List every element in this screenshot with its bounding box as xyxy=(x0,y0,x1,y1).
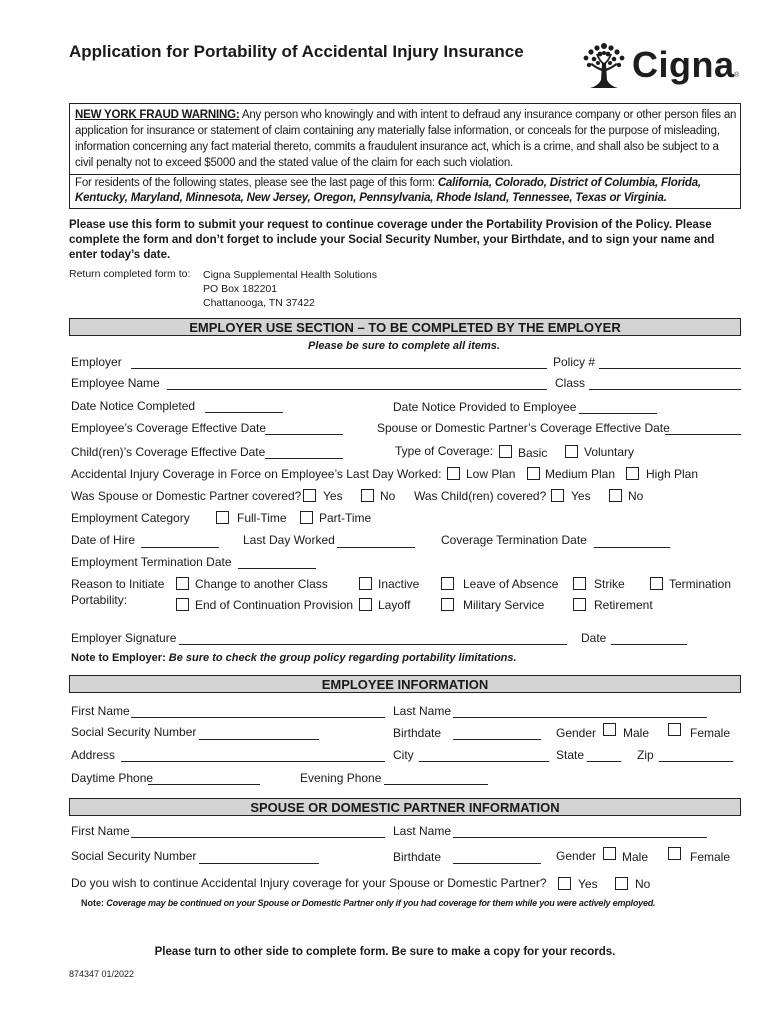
employee-state-input[interactable] xyxy=(587,761,621,762)
evening-phone-input[interactable] xyxy=(384,784,488,785)
fraud-warning-body: Any person who knowingly and with intent to defraud any insurance company or other person files an application for insurance or statement of claim containing any materially false information, or conceals for the purpose of misleading, information concerning any fact material thereto, commits a fraudulent insurance act, which is a crime, and shall also be subject to a civil penalty not to exceed $5000 and the stated value of the claim for each such violation. xyxy=(75,109,737,169)
employee-birthdate-input[interactable] xyxy=(453,739,541,740)
medium-plan-checkbox[interactable] xyxy=(527,467,540,480)
return-label: Return completed form to: xyxy=(69,268,191,280)
employee-ssn-label: Social Security Number xyxy=(71,725,197,739)
date-of-hire-input[interactable] xyxy=(141,547,219,548)
daytime-phone-label: Daytime Phone xyxy=(71,771,154,785)
employer-date-label: Date xyxy=(581,631,607,645)
page-title: Application for Portability of Accidental Injury Insurance xyxy=(69,42,524,61)
voluntary-checkbox[interactable] xyxy=(565,445,578,458)
date-notice-completed-label: Date Notice Completed xyxy=(71,399,196,413)
low-plan-label: Low Plan xyxy=(466,467,516,481)
layoff-label: Layoff xyxy=(378,598,411,612)
spouse-gender-label: Gender xyxy=(556,849,597,863)
employee-address-input[interactable] xyxy=(121,761,385,762)
states-list: California, Colorado, District of Columbia, Florida, Kentucky, Maryland, Minnesota, New Jersey, Oregon, Pennsylvania, Rhode Island, Tennessee, Texas or Virginia. xyxy=(75,177,701,204)
part-time-checkbox[interactable] xyxy=(300,511,313,524)
spouse-section-header: SPOUSE OR DOMESTIC PARTNER INFORMATION xyxy=(69,798,741,816)
spouse-note-label: Note: xyxy=(81,898,104,908)
retirement-checkbox[interactable] xyxy=(573,598,586,611)
basic-label: Basic xyxy=(518,446,548,460)
strike-label: Strike xyxy=(594,577,625,591)
medium-plan-label: Medium Plan xyxy=(545,467,616,481)
employer-date-input[interactable] xyxy=(611,644,687,645)
employer-section-header: EMPLOYER USE SECTION – TO BE COMPLETED BY THE EMPLOYER xyxy=(69,318,741,336)
change-class-checkbox[interactable] xyxy=(176,577,189,590)
employee-female-label: Female xyxy=(690,726,731,740)
form-instructions: Please use this form to submit your request to continue coverage under the Portability Provision of the Policy. Please complete the form and don’t forget to include your Social Security Number, your Birthdate, and to sign your name and enter today’s date. xyxy=(69,219,715,261)
return-address xyxy=(203,268,377,310)
spouse-last-name-input[interactable] xyxy=(453,837,707,838)
employee-address-label: Address xyxy=(71,748,116,762)
employee-gender-label: Gender xyxy=(556,726,597,740)
low-plan-checkbox[interactable] xyxy=(447,467,460,480)
spouse-birthdate-input[interactable] xyxy=(453,863,541,864)
date-notice-provided-input[interactable] xyxy=(579,413,657,414)
employee-birthdate-label: Birthdate xyxy=(393,726,442,740)
employee-city-label: City xyxy=(393,748,414,762)
layoff-checkbox[interactable] xyxy=(359,598,372,611)
spouse-first-name-input[interactable] xyxy=(131,837,385,838)
ai-coverage-label: Accidental Injury Coverage in Force on Employee’s Last Day Worked: xyxy=(71,467,442,481)
inactive-checkbox[interactable] xyxy=(359,577,372,590)
coverage-termination-date-label: Coverage Termination Date xyxy=(441,533,587,547)
end-continuation-label: End of Continuation Provision xyxy=(195,598,354,612)
strike-checkbox[interactable] xyxy=(573,577,586,590)
date-of-hire-label: Date of Hire xyxy=(71,533,136,547)
child-coverage-eff-label: Child(ren)’s Coverage Effective Date xyxy=(71,445,266,459)
employee-city-input[interactable] xyxy=(419,761,549,762)
date-notice-completed-input[interactable] xyxy=(205,412,283,413)
spouse-note xyxy=(81,898,655,908)
return-address-line: Cigna Supplemental Health Solutions xyxy=(203,269,377,281)
military-service-checkbox[interactable] xyxy=(441,598,454,611)
employer-label: Employer xyxy=(71,355,122,369)
children-covered-label: Was Child(ren) covered? xyxy=(414,489,547,503)
inactive-label: Inactive xyxy=(378,577,420,591)
spouse-male-checkbox[interactable] xyxy=(603,847,616,860)
military-service-label: Military Service xyxy=(463,598,545,612)
leave-of-absence-checkbox[interactable] xyxy=(441,577,454,590)
voluntary-label: Voluntary xyxy=(584,445,635,459)
spouse-ssn-label: Social Security Number xyxy=(71,849,197,863)
spouse-note-text: Coverage may be continued on your Spouse or Domestic Partner only if you had coverage for them while you were actively employed. xyxy=(104,898,656,908)
date-notice-provided-label: Date Notice Provided to Employee xyxy=(393,400,577,414)
spouse-birthdate-label: Birthdate xyxy=(393,850,442,864)
reason-label-1: Reason to Initiate xyxy=(71,577,165,591)
employee-male-label: Male xyxy=(623,726,650,740)
return-address-line: PO Box 182201 xyxy=(203,283,278,295)
employee-last-name-label: Last Name xyxy=(393,704,452,718)
spouse-covered-yes-checkbox[interactable] xyxy=(303,489,316,502)
note-to-employer xyxy=(71,652,517,664)
high-plan-label: High Plan xyxy=(646,467,699,481)
registered-mark: ® xyxy=(734,72,740,79)
footer-instruction: Please turn to other side to complete form. Be sure to make a copy for your records. xyxy=(154,946,616,958)
note-to-employer-label: Note to Employer: xyxy=(71,652,166,664)
spouse-ssn-input[interactable] xyxy=(199,863,319,864)
end-continuation-checkbox[interactable] xyxy=(176,598,189,611)
fraud-warning-heading: NEW YORK FRAUD WARNING: xyxy=(75,109,240,121)
spouse-first-name-label: First Name xyxy=(71,824,130,838)
employee-name-label: Employee Name xyxy=(71,376,160,390)
part-time-label: Part-Time xyxy=(319,511,372,525)
complete-all-note: Please be sure to complete all items. xyxy=(308,340,500,352)
spouse-covered-no-checkbox[interactable] xyxy=(361,489,374,502)
children-covered-yes-label: Yes xyxy=(571,489,591,503)
continue-yes-label: Yes xyxy=(578,877,598,891)
full-time-checkbox[interactable] xyxy=(216,511,229,524)
basic-checkbox[interactable] xyxy=(499,445,512,458)
evening-phone-label: Evening Phone xyxy=(300,771,382,785)
children-covered-no-checkbox[interactable] xyxy=(609,489,622,502)
employee-first-name-label: First Name xyxy=(71,704,130,718)
cigna-wordmark: Cigna xyxy=(632,44,735,85)
states-intro: For residents of the following states, please see the last page of this form: xyxy=(75,177,438,189)
change-class-label: Change to another Class xyxy=(195,577,328,591)
class-label: Class xyxy=(555,376,586,390)
spouse-coverage-eff-input[interactable] xyxy=(665,434,741,435)
employee-male-checkbox[interactable] xyxy=(603,723,616,736)
employment-termination-date-label: Employment Termination Date xyxy=(71,555,232,569)
spouse-female-label: Female xyxy=(690,850,731,864)
termination-checkbox[interactable] xyxy=(650,577,663,590)
note-to-employer-text: Be sure to check the group policy regarding portability limitations. xyxy=(165,652,517,664)
employer-input[interactable] xyxy=(131,368,547,369)
return-address-line: Chattanooga, TN 37422 xyxy=(203,297,315,309)
children-covered-no-label: No xyxy=(628,489,644,503)
last-day-worked-label: Last Day Worked xyxy=(243,533,335,547)
employee-coverage-eff-input[interactable] xyxy=(265,434,343,435)
retirement-label: Retirement xyxy=(594,598,653,612)
employee-last-name-input[interactable] xyxy=(453,717,707,718)
employee-section-header: EMPLOYEE INFORMATION xyxy=(69,675,741,693)
tree-of-life-icon xyxy=(580,42,628,94)
ny-fraud-warning xyxy=(75,107,737,171)
employee-coverage-eff-label: Employee’s Coverage Effective Date xyxy=(71,421,266,435)
spouse-covered-no-label: No xyxy=(380,489,396,503)
class-input[interactable] xyxy=(589,389,741,390)
spouse-covered-label: Was Spouse or Domestic Partner covered? xyxy=(71,489,302,503)
child-coverage-eff-input[interactable] xyxy=(265,458,343,459)
employment-termination-date-input[interactable] xyxy=(238,568,316,569)
policy-label: Policy # xyxy=(553,355,596,369)
children-covered-yes-checkbox[interactable] xyxy=(551,489,564,502)
warning-divider xyxy=(70,174,740,175)
continue-yes-checkbox[interactable] xyxy=(558,877,571,890)
spouse-coverage-eff-label: Spouse or Domestic Partner’s Coverage Effective Date xyxy=(377,421,670,435)
cigna-logo xyxy=(580,42,745,96)
termination-label: Termination xyxy=(669,577,732,591)
spouse-last-name-label: Last Name xyxy=(393,824,452,838)
states-notice xyxy=(75,176,737,206)
leave-of-absence-label: Leave of Absence xyxy=(463,577,559,591)
full-time-label: Full-Time xyxy=(237,511,287,525)
continue-no-checkbox[interactable] xyxy=(615,877,628,890)
reason-label-2: Portability: xyxy=(71,593,128,607)
employee-first-name-input[interactable] xyxy=(131,717,385,718)
spouse-male-label: Male xyxy=(622,850,649,864)
daytime-phone-input[interactable] xyxy=(148,784,260,785)
employer-signature-label: Employer Signature xyxy=(71,631,177,645)
spouse-covered-yes-label: Yes xyxy=(323,489,343,503)
employment-category-label: Employment Category xyxy=(71,511,190,525)
fraud-warning-box xyxy=(69,103,741,209)
employee-zip-label: Zip xyxy=(637,748,654,762)
type-of-coverage-label: Type of Coverage: xyxy=(395,444,494,458)
continue-no-label: No xyxy=(635,877,651,891)
employee-ssn-input[interactable] xyxy=(199,739,319,740)
employee-state-label: State xyxy=(556,748,585,762)
spouse-female-checkbox[interactable] xyxy=(668,847,681,860)
policy-input[interactable] xyxy=(599,368,741,369)
employer-signature-input[interactable] xyxy=(179,644,567,645)
employee-zip-input[interactable] xyxy=(659,761,733,762)
coverage-termination-date-input[interactable] xyxy=(594,547,670,548)
last-day-worked-input[interactable] xyxy=(337,547,415,548)
high-plan-checkbox[interactable] xyxy=(626,467,639,480)
form-code: 874347 01/2022 xyxy=(69,969,135,979)
employee-female-checkbox[interactable] xyxy=(668,723,681,736)
continue-coverage-question: Do you wish to continue Accidental Injury coverage for your Spouse or Domestic Partner? xyxy=(71,876,547,890)
employee-name-input[interactable] xyxy=(167,389,547,390)
